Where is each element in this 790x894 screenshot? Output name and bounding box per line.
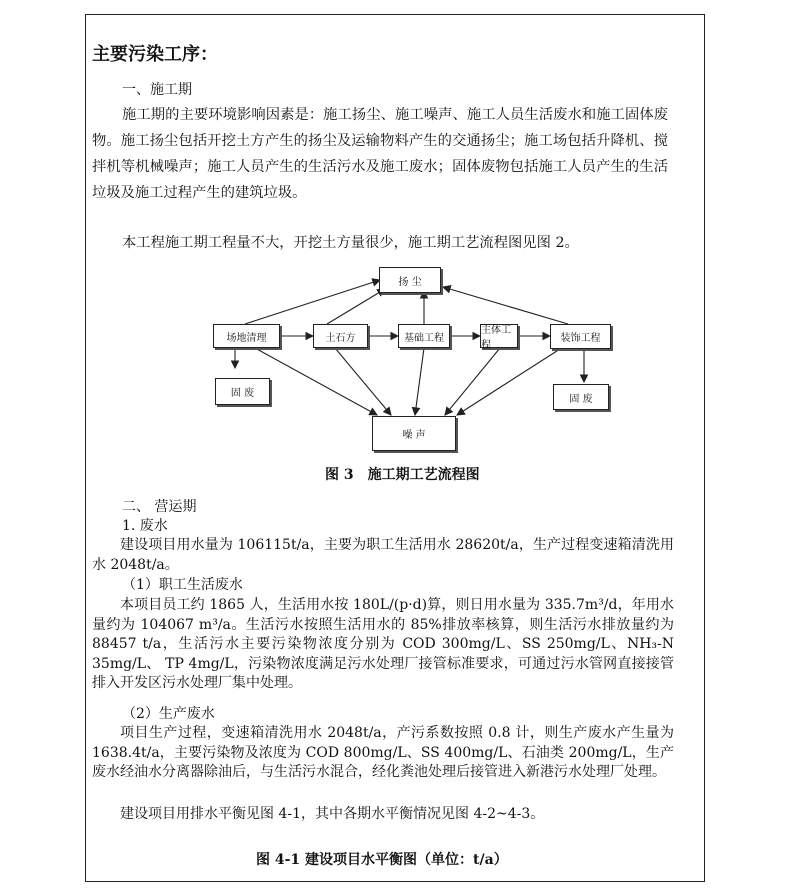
node-main-structure: 主体工程 bbox=[480, 324, 518, 348]
construction-flow-paragraph: 本工程施工期工程量不大，开挖土方量很少，施工期工艺流程图见图 2。 bbox=[122, 235, 579, 251]
construction-phase-title: 一、施工期 bbox=[122, 82, 192, 98]
figure-3-caption: 图 3 施工期工艺流程图 bbox=[325, 467, 480, 483]
domestic-wastewater-title: （1）职工生活废水 bbox=[122, 577, 243, 593]
node-decoration: 装饰工程 bbox=[550, 324, 611, 349]
node-noise: 噪 声 bbox=[372, 416, 456, 451]
node-foundation: 基础工程 bbox=[398, 324, 450, 348]
construction-flow-diagram bbox=[205, 265, 610, 455]
water-usage-paragraph: 建设项目用水量为 106115t/a，主要为职工生活用水 28620t/a，生产过程变速箱清洗用水 2048t/a。 bbox=[92, 537, 674, 573]
production-wastewater-title: （2）生产废水 bbox=[122, 706, 215, 722]
production-wastewater-paragraph: 项目生产过程，变速箱清洗用水 2048t/a，产污系数按照 0.8 计，则生产废水产生量为 1638.4t/a，主要污染物及浓度为 COD 800mg/L、SS 400mg/L、石油类 200mg/L，生产废水经油水分离器除油后，与生活污水混合，经化粪池处理后接管进入新港污水处理厂处理。 bbox=[92, 725, 674, 781]
domestic-wastewater-paragraph: 本项目员工约 1865 人，生活用水按 180L/(p·d)算，则日用水量为 335.7m³/d，年用水量约为 104067 m³/a。生活污水按照生活用水的 85%排放率核算，则生活污水排放量约为 88457 t/a，生活污水主要污染物浓度分别为 COD 300mg/L、SS 250mg/L、NH₃-N 35mg/L、 TP 4mg/L，污染物浓度满足污水处理厂接管标准要求，可通过污水管网直接接管排入开发区污水处理厂集中处理。 bbox=[92, 597, 674, 692]
construction-impact-paragraph: 施工期的主要环境影响因素是：施工扬尘、施工噪声、施工人员生活废水和施工固体废物。施工扬尘包括开挖土方产生的扬尘及运输物料产生的交通扬尘；施工场包括升降机、搅拌机等机械噪声；施工人员产生的生活污水及施工废水；固体废物包括施工人员产生的生活垃圾及施工过程产生的建筑垃圾。 bbox=[92, 107, 668, 201]
node-earthwork: 土石方 bbox=[313, 324, 368, 348]
wastewater-subtitle: 1. 废水 bbox=[122, 518, 168, 534]
water-balance-reference: 建设项目用排水平衡见图 4-1，其中各期水平衡情况见图 4-2~4-3。 bbox=[120, 806, 545, 822]
figure-4-1-caption: 图 4-1 建设项目水平衡图（单位：t/a） bbox=[256, 852, 508, 868]
node-dust: 扬 尘 bbox=[379, 267, 441, 293]
operation-phase-title: 二、 营运期 bbox=[122, 499, 197, 515]
node-solid-waste-right: 固 废 bbox=[553, 384, 609, 410]
node-site-clearing: 场地清理 bbox=[213, 324, 280, 348]
section-heading: 主要污染工序： bbox=[92, 44, 218, 65]
node-solid-waste-left: 固 废 bbox=[215, 378, 270, 405]
